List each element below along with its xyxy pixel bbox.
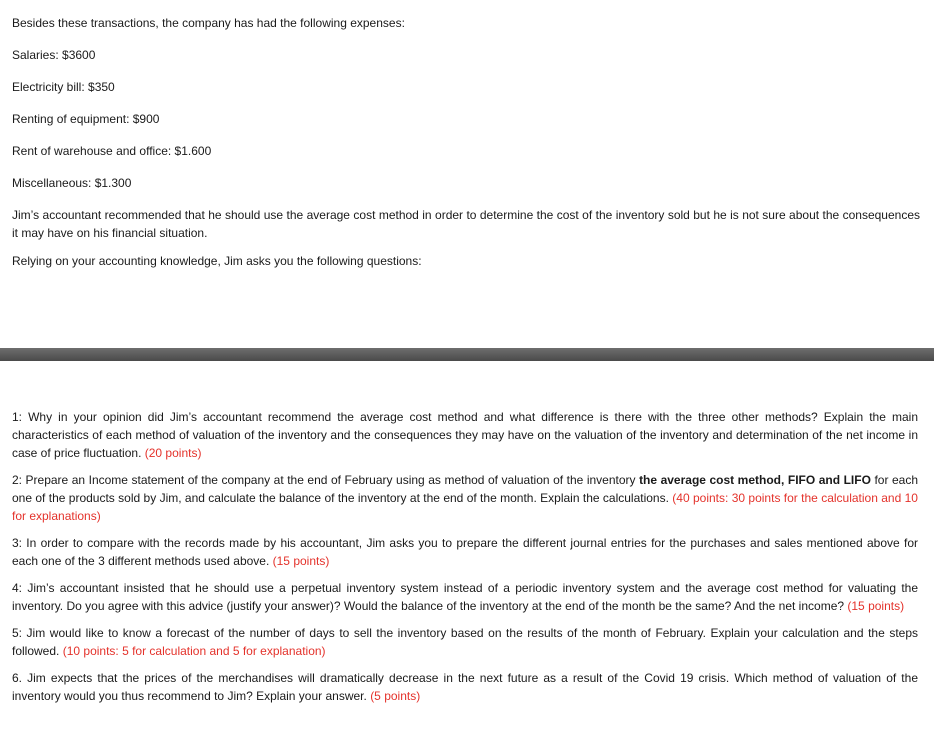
question-4-text: 4: Jim’s accountant insisted that he should use a perpetual inventory system instead of a periodic inventory system and the average cost method for valuating the inventory. Do you agree with this advice (justify your answer)? Would the balance of the inventory at the end of the month be the same? And the net income? — [12, 581, 918, 613]
question-5-text: 5: Jim would like to know a forecast of the number of days to sell the inventory based on the results of the month of February. Explain your calculation and the steps followed. — [12, 626, 918, 658]
expense-electricity: Electricity bill: $350 — [12, 80, 115, 94]
question-2-text-after: for each one of the products sold by Jim, and calculate the balance of the inventory at the end of the month. Explain the calculations. — [12, 473, 919, 505]
expense-salaries: Salaries: $3600 — [12, 48, 96, 62]
question-5 — [12, 624, 918, 660]
question-4 — [12, 579, 918, 615]
question-6-points: (5 points) — [370, 689, 421, 703]
expenses-intro: Besides these transactions, the company has had the following expenses: — [12, 16, 405, 30]
question-1 — [12, 408, 918, 462]
question-3-points: (15 points) — [272, 554, 330, 568]
question-1-points: (20 points) — [144, 446, 202, 460]
expenses-section — [12, 14, 920, 280]
questions-intro: Relying on your accounting knowledge, Jim asks you the following questions: — [12, 254, 422, 268]
question-2-bold-methods: the average cost method, FIFO and LIFO — [639, 473, 871, 487]
question-2-text-before: 2: Prepare an Income statement of the company at the end of February using as method of valuation of the inventory — [12, 473, 636, 487]
question-3 — [12, 534, 918, 570]
expense-equipment: Renting of equipment: $900 — [12, 112, 160, 126]
question-6-text: 6. Jim expects that the prices of the merchandises will dramatically decrease in the next future as a result of the Covid 19 crisis. Which method of valuation of the inventory would you thus recommend to Jim? Explain your answer. — [12, 671, 918, 703]
question-5-points: (10 points: 5 for calculation and 5 for explanation) — [62, 644, 326, 658]
question-4-points: (15 points) — [847, 599, 905, 613]
question-2 — [12, 471, 918, 525]
question-3-text: 3: In order to compare with the records made by his accountant, Jim asks you to prepare the different journal entries for the purchases and sales mentioned above for each one of the 3 different methods used above. — [12, 536, 918, 568]
question-6 — [12, 669, 918, 705]
expense-miscellaneous: Miscellaneous: $1.300 — [12, 176, 132, 190]
expense-rent: Rent of warehouse and office: $1.600 — [12, 144, 212, 158]
accountant-note: Jim’s accountant recommended that he should use the average cost method in order to determine the cost of the inventory sold but he is not sure about the consequences it may have on his financial situation. — [12, 208, 920, 240]
page-divider — [0, 348, 934, 361]
questions-section — [12, 408, 918, 714]
question-2-points: (40 points: 30 points for the calculation and 10 for explanations) — [12, 491, 918, 523]
question-1-text: 1: Why in your opinion did Jim’s accountant recommend the average cost method and what difference is there with the three other methods? Explain the main characteristics of each method of valuation of the inventory and the consequences they may have on the valuation of the inventory and determination of the net income in case of price fluctuation. — [12, 410, 918, 460]
